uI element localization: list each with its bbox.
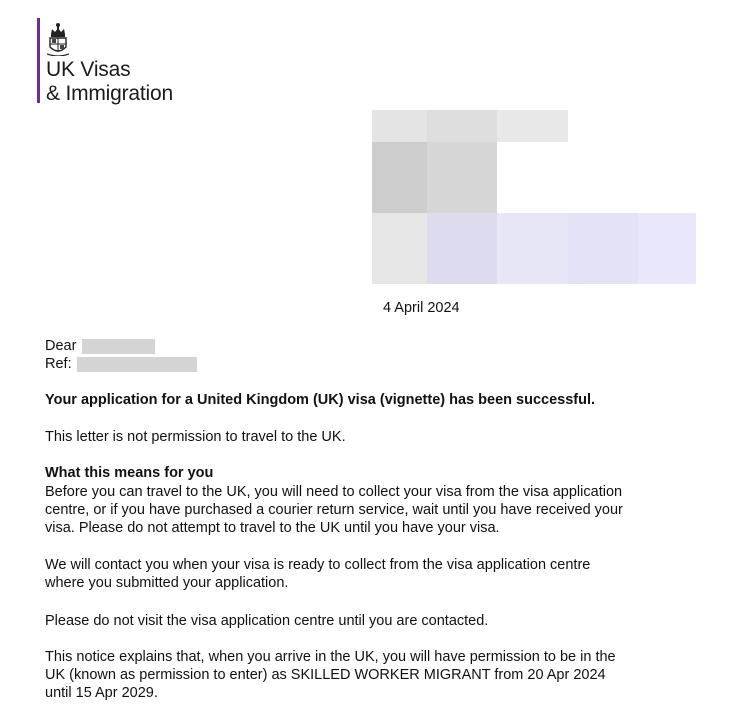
redaction-tile	[497, 213, 568, 284]
headline: Your application for a United Kingdom (UK) visa (vignette) has been successful.	[45, 392, 596, 408]
not-permission-notice: This letter is not permission to travel to the UK.	[45, 429, 346, 445]
paragraph-line: Before you can travel to the UK, you will need to collect your visa from the visa application	[45, 484, 623, 500]
paragraph-permission	[45, 648, 616, 702]
paragraph-line: visa. Please do not attempt to travel to the UK until you have your visa.	[45, 520, 500, 536]
paragraph-line: We will contact you when your visa is ready to collect from the visa application centre	[45, 557, 591, 573]
redacted-name	[82, 339, 155, 354]
paragraph-line: This notice explains that, when you arrive in the UK, you will have permission to be in the	[45, 649, 616, 665]
paragraph-line: centre, or if you have purchased a courier return service, wait until you have received your	[45, 502, 623, 518]
redaction-tile	[427, 213, 497, 284]
redacted-reference	[77, 357, 197, 372]
salutation-line	[45, 337, 155, 355]
paragraph-line: until 15 Apr 2029.	[45, 685, 158, 701]
dear-label: Dear	[45, 338, 77, 354]
redaction-tile	[372, 213, 427, 284]
paragraph-line: UK (known as permission to enter) as SKILLED WORKER MIGRANT from 20 Apr 2024	[45, 667, 606, 683]
redaction-tile	[372, 110, 427, 142]
redaction-tile	[638, 213, 696, 284]
royal-crest-icon	[47, 22, 69, 56]
redaction-tile	[497, 110, 568, 142]
section-title: What this means for you	[45, 465, 214, 481]
redacted-address-block	[372, 110, 696, 284]
paragraph-contact	[45, 556, 590, 592]
logo-accent-bar	[37, 18, 40, 103]
ref-label: Ref:	[45, 356, 72, 372]
reference-line	[45, 355, 197, 373]
paragraph-do-not-visit: Please do not visit the visa application centre until you are contacted.	[45, 613, 489, 629]
logo-line-1: UK Visas	[46, 58, 131, 81]
logo-wordmark	[46, 58, 173, 106]
logo-line-2: & Immigration	[46, 82, 173, 105]
redaction-tile	[427, 142, 497, 213]
redaction-tile	[427, 110, 497, 142]
redaction-tile	[372, 142, 427, 213]
paragraph-collect-visa	[45, 483, 623, 537]
letter-date: 4 April 2024	[383, 300, 460, 316]
paragraph-line: where you submitted your application.	[45, 575, 289, 591]
redaction-tile	[568, 213, 638, 284]
